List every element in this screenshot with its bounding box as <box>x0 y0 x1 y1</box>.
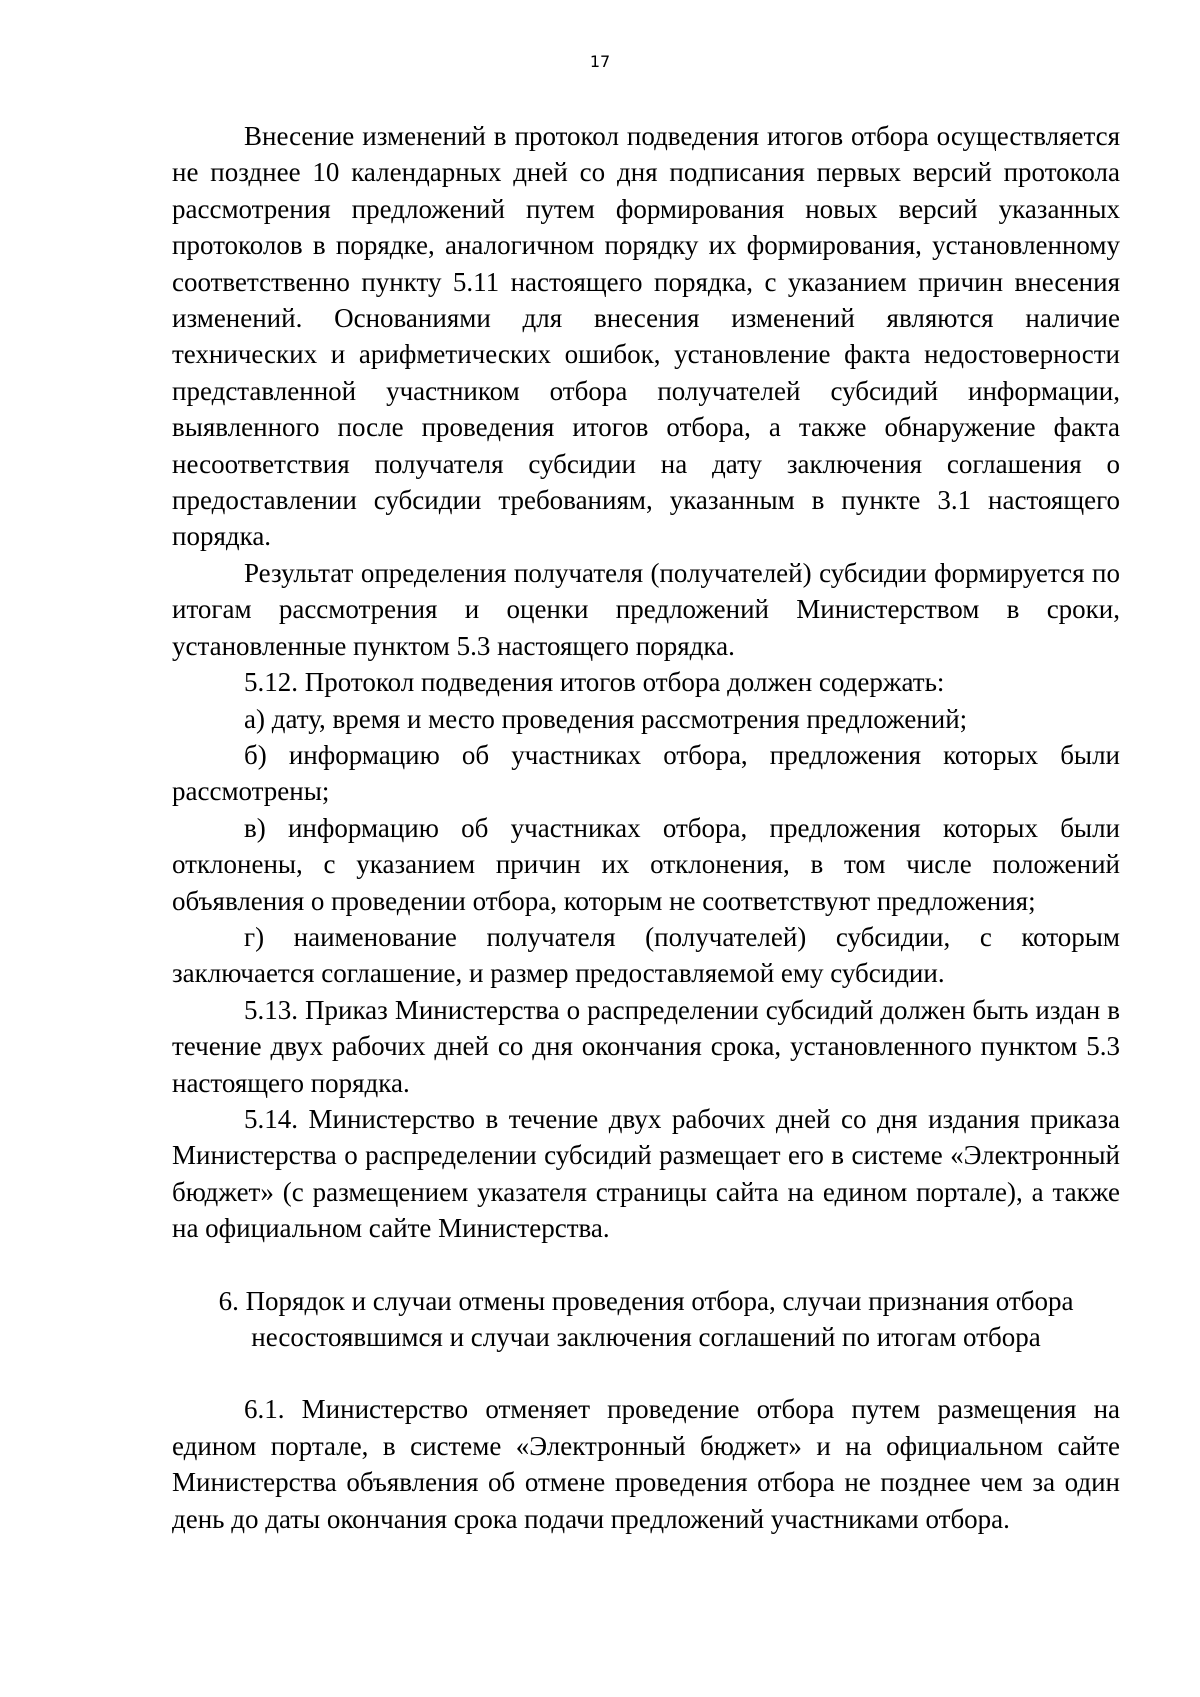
list-item-a: а) дату, время и место проведения рассмотрения предложений; <box>244 703 968 734</box>
list-item-g: г) наименование получателя (получателей) субсидии, с которым заключается соглашение, и размер предоставляемой ему субсидии. <box>172 921 1120 989</box>
page-number: 17 <box>589 52 611 71</box>
paragraph-5-14: 5.14. Министерство в течение двух рабочих дней со дня издания приказа Министерства о распределении субсидий размещает его в системе «Электронный бюджет» (с размещением указателя страницы сайта на едином портале), а также на официальном сайте Министерства. <box>172 1103 1120 1244</box>
document-body <box>172 118 1120 1537</box>
paragraph-6-1: 6.1. Министерство отменяет проведение отбора путем размещения на едином портале, в системе «Электронный бюджет» и на официальном сайте Министерства объявления об отмене проведения отбора не позднее чем за один день до даты окончания срока подачи предложений участниками отбора. <box>172 1394 1120 1534</box>
paragraph-result: Результат определения получателя (получателей) субсидии формируется по итогам рассмотрения и оценки предложений Министерством в сроки, установленные пунктом 5.3 настоящего порядка. <box>172 557 1120 661</box>
list-item-v: в) информацию об участниках отбора, предложения которых были отклонены, с указанием причин их отклонения, в том числе положений объявления о проведении отбора, которым не соответствуют предложения; <box>172 812 1120 916</box>
list-item-b: б) информацию об участниках отбора, предложения которых были рассмотрены; <box>172 739 1120 807</box>
paragraph-5-13: 5.13. Приказ Министерства о распределении субсидий должен быть издан в течение двух рабочих дней со дня окончания срока, установленного пунктом 5.3 настоящего порядка. <box>172 994 1120 1098</box>
paragraph-5-12: 5.12. Протокол подведения итогов отбора должен содержать: <box>244 667 945 698</box>
section-heading-line-1: 6. Порядок и случаи отмены проведения отбора, случаи признания отбора <box>218 1285 1074 1316</box>
section-heading-6 <box>172 1283 1120 1356</box>
section-heading-line-2: несостоявшимся и случаи заключения соглашений по итогам отбора <box>251 1322 1041 1352</box>
paragraph-amendments: Внесение изменений в протокол подведения итогов отбора осуществляется не позднее 10 календарных дней со дня подписания первых версий протокола рассмотрения предложений путем формирования новых версий указанных протоколов в порядке, аналогичном порядку их формирования, установленному соответственно пункту 5.11 настоящего порядка, с указанием причин внесения изменений. Основаниями для внесения изменений являются наличие технических и арифметических ошибок, установление факта недостоверности представленной участником отбора получателей субсидий информации, выявленного после проведения итогов отбора, а также обнаружение факта несоответствия получателя субсидии на дату заключения соглашения о предоставлении субсидии требованиям, указанным в пункте 3.1 настоящего порядка. <box>172 121 1120 552</box>
